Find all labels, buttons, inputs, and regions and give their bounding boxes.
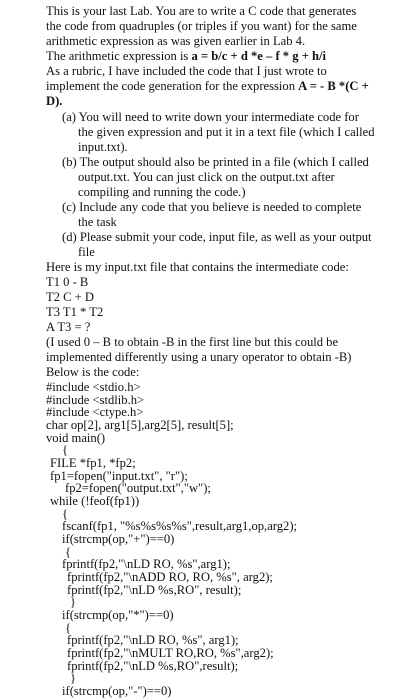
intro-line: the code from quadruples (or triples if you want) for the same: [46, 19, 357, 33]
code-line: fprintf(fp2,"\nLD %s,RO", result);: [67, 582, 242, 597]
intro-line: This is your last Lab. You are to write a C code that generates: [46, 4, 357, 18]
input-line: T1 0 - B: [46, 275, 89, 289]
code-line: if(strcmp(op,"*")==0): [62, 608, 174, 622]
task-line: file: [78, 245, 95, 259]
implementation-formula: A = - B *(C +: [298, 79, 369, 93]
code-line: {: [65, 544, 72, 559]
code-line: fprintf(fp2,"\nLD %s,RO",result);: [67, 658, 239, 673]
code-line: char op[2], arg1[5],arg2[5], result[5];: [46, 418, 234, 432]
implementation-line: [46, 79, 369, 93]
code-line: {: [65, 620, 72, 635]
task-line: the given expression and put it in a text file (which I called: [78, 125, 375, 139]
task-line: the task: [78, 215, 117, 229]
input-intro: Here is my input.txt file that contains the intermediate code:: [46, 260, 349, 274]
rubric-line: As a rubric, I have included the code that I just wrote to: [46, 64, 327, 78]
note-line: (I used 0 – B to obtain -B in the first line but this could be: [46, 335, 339, 349]
input-line: A T3 = ?: [46, 320, 91, 334]
task-line: compiling and running the code.): [78, 185, 246, 199]
code-line: }: [70, 671, 77, 686]
code-line: while (!feof(fp1)): [50, 494, 140, 508]
code-line: #include <stdlib.h>: [46, 392, 145, 407]
code-line: fprintf(fp2,"\nADD RO, RO, %s", arg2);: [67, 570, 273, 584]
task-line: (d) Please submit your code, input file, as well as your output: [62, 230, 372, 244]
code-line: fscanf(fp1, "%s%s%s%s",result,arg1,op,arg2);: [62, 519, 298, 534]
code-line: #include <ctype.h>: [46, 405, 144, 420]
implementation-formula-end: D).: [46, 94, 63, 108]
expression-line: [46, 49, 326, 63]
code-line: fp2=fopen("output.txt","w");: [65, 481, 211, 496]
task-line: output.txt. You can just click on the output.txt after: [78, 170, 335, 184]
note-line: implemented differently using a unary operator to obtain -B): [46, 350, 352, 364]
code-line: {: [62, 506, 69, 521]
expression-prefix: The arithmetic expression is: [46, 49, 192, 63]
note-line: Below is the code:: [46, 365, 140, 379]
input-line: T2 C + D: [46, 290, 95, 304]
code-line: fp1=fopen("input.txt", "r");: [50, 468, 188, 483]
code-line: fprintf(fp2,"\nMULT RO,RO, %s",arg2);: [67, 646, 274, 660]
task-line: input.txt).: [78, 140, 128, 154]
code-line: if(strcmp(op,"-")==0): [62, 684, 172, 698]
input-line: T3 T1 * T2: [46, 305, 104, 319]
implementation-prefix: implement the code generation for the expression: [46, 79, 299, 93]
code-line: }: [70, 595, 77, 610]
code-line: void main(): [46, 430, 106, 445]
code-line: if(strcmp(op,"+")==0): [62, 532, 175, 546]
expression-formula: a = b/c + d *e – f * g + h/i: [191, 49, 327, 63]
task-line: (b) The output should also be printed in a file (which I called: [62, 155, 369, 169]
code-line: #include <stdio.h>: [46, 380, 141, 394]
task-line: (c) Include any code that you believe is needed to complete: [62, 200, 362, 214]
task-line: (a) You will need to write down your intermediate code for: [62, 110, 359, 124]
code-line: FILE *fp1, *fp2;: [50, 456, 136, 470]
code-line: {: [62, 443, 69, 458]
code-line: fprintf(fp2,"\nLD RO, %s", arg1);: [67, 633, 239, 648]
code-line: fprintf(fp2,"\nLD RO, %s",arg1);: [62, 557, 231, 572]
intro-line: arithmetic expression as was given earlier in Lab 4.: [46, 34, 306, 48]
